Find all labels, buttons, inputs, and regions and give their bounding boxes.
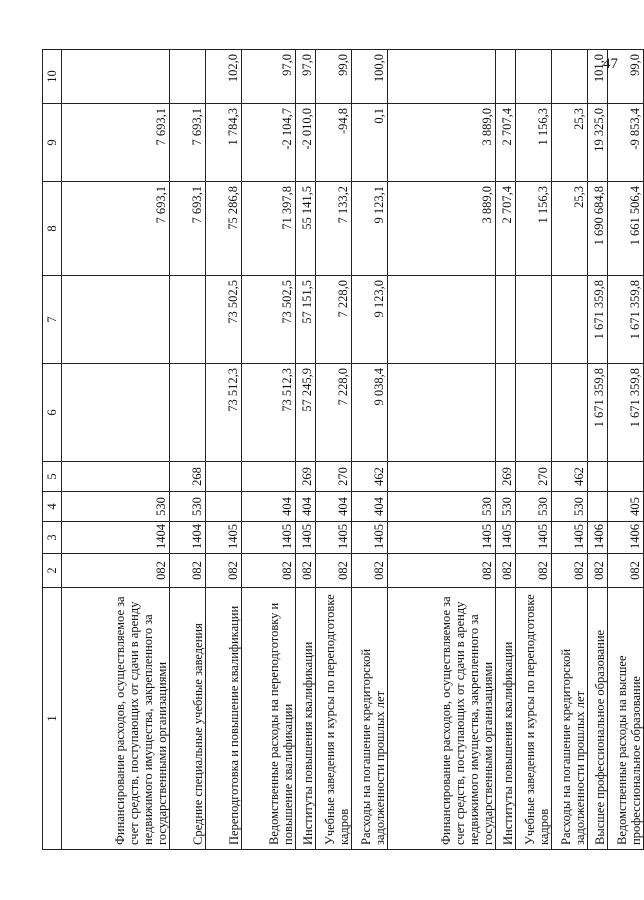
- cell-col-3: 1405: [388, 522, 496, 554]
- cell-col-9: -2 104,7: [242, 104, 296, 182]
- cell-col-5: [388, 462, 496, 492]
- cell-col-9: 2 707,4: [496, 104, 516, 182]
- cell-col-10: [388, 50, 496, 104]
- table-row: [316, 50, 352, 850]
- cell-col-10: [552, 50, 588, 104]
- cell-col-10: 101,0: [588, 50, 608, 104]
- row-name: Средние специальные учебные заведения: [170, 588, 206, 850]
- table-row: [588, 50, 608, 850]
- row-name: Учебные заведения и курсы по переподготовке кадров: [516, 588, 552, 850]
- cell-col-3: 1406: [608, 522, 644, 554]
- cell-col-9: -94,8: [316, 104, 352, 182]
- cell-col-10: 100,0: [352, 50, 388, 104]
- column-header-9: 9: [43, 104, 62, 182]
- cell-col-4: [206, 492, 242, 522]
- cell-col-4: 404: [352, 492, 388, 522]
- cell-col-4: 404: [316, 492, 352, 522]
- table-row: [516, 50, 552, 850]
- cell-col-2: 082: [608, 554, 644, 588]
- cell-col-10: [170, 50, 206, 104]
- cell-col-5: 269: [496, 462, 516, 492]
- cell-col-3: 1405: [316, 522, 352, 554]
- column-header-4: 4: [43, 492, 62, 522]
- cell-col-3: 1405: [352, 522, 388, 554]
- row-name: Расходы на погашение кредиторской задолженности прошлых лет: [552, 588, 588, 850]
- cell-col-9: -9 853,4: [608, 104, 644, 182]
- cell-col-7: [170, 276, 206, 364]
- cell-col-4: 530: [516, 492, 552, 522]
- table-row: [608, 50, 644, 850]
- cell-col-4: 530: [170, 492, 206, 522]
- cell-col-6: 57 245,9: [296, 364, 316, 462]
- cell-col-8: 75 286,8: [206, 182, 242, 276]
- cell-col-7: 7 228,0: [316, 276, 352, 364]
- cell-col-7: [516, 276, 552, 364]
- cell-col-7: [552, 276, 588, 364]
- cell-col-2: 082: [206, 554, 242, 588]
- row-name: Высшее профессиональное образование: [588, 588, 608, 850]
- cell-col-10: 102,0: [206, 50, 242, 104]
- cell-col-3: 1405: [296, 522, 316, 554]
- cell-col-5: [62, 462, 170, 492]
- cell-col-2: 082: [352, 554, 388, 588]
- row-name: Ведомственные расходы на переподготовку и повышение квалификации: [242, 588, 296, 850]
- cell-col-2: 082: [62, 554, 170, 588]
- cell-col-7: [388, 276, 496, 364]
- cell-col-2: 082: [588, 554, 608, 588]
- column-header-8: 8: [43, 182, 62, 276]
- cell-col-10: [62, 50, 170, 104]
- cell-col-4: 404: [296, 492, 316, 522]
- row-name: Финансирование расходов, осуществляемое за счет средств, поступающих от сдачи в аренду недвижимого имущества, закрепленного за государственными организациями: [62, 588, 170, 850]
- cell-col-8: 1 156,3: [516, 182, 552, 276]
- cell-col-7: 1 671 359,8: [608, 276, 644, 364]
- table-row: [496, 50, 516, 850]
- row-name: Институты повышения квалификации: [296, 588, 316, 850]
- cell-col-2: 082: [296, 554, 316, 588]
- cell-col-5: [588, 462, 608, 492]
- cell-col-3: 1404: [170, 522, 206, 554]
- table-row: [388, 50, 496, 850]
- cell-col-5: 270: [516, 462, 552, 492]
- cell-col-10: 97,0: [242, 50, 296, 104]
- cell-col-7: 1 671 359,8: [588, 276, 608, 364]
- cell-col-3: 1405: [206, 522, 242, 554]
- cell-col-2: 082: [388, 554, 496, 588]
- cell-col-6: [516, 364, 552, 462]
- row-name: Ведомственные расходы на высшее профессиональное образование: [608, 588, 644, 850]
- cell-col-3: 1405: [242, 522, 296, 554]
- cell-col-6: 1 671 359,8: [608, 364, 644, 462]
- cell-col-8: 3 889,0: [388, 182, 496, 276]
- cell-col-10: [496, 50, 516, 104]
- cell-col-4: 405: [608, 492, 644, 522]
- row-name: Переподготовка и повышение квалификации: [206, 588, 242, 850]
- budget-table: [42, 49, 644, 850]
- cell-col-7: 57 151,5: [296, 276, 316, 364]
- cell-col-3: 1405: [496, 522, 516, 554]
- cell-col-4: 530: [62, 492, 170, 522]
- cell-col-5: [242, 462, 296, 492]
- cell-col-9: 0,1: [352, 104, 388, 182]
- table-row: [352, 50, 388, 850]
- cell-col-10: 99,0: [316, 50, 352, 104]
- cell-col-4: 530: [496, 492, 516, 522]
- cell-col-9: 3 889,0: [388, 104, 496, 182]
- cell-col-6: 9 038,4: [352, 364, 388, 462]
- column-header-10: 10: [43, 50, 62, 104]
- cell-col-8: 7 133,2: [316, 182, 352, 276]
- cell-col-3: 1404: [62, 522, 170, 554]
- table-row: [296, 50, 316, 850]
- row-name: Институты повышения квалификации: [496, 588, 516, 850]
- cell-col-7: 73 502,5: [242, 276, 296, 364]
- cell-col-8: 9 123,1: [352, 182, 388, 276]
- cell-col-7: 73 502,5: [206, 276, 242, 364]
- table-row: [242, 50, 296, 850]
- table-row: [552, 50, 588, 850]
- row-name: Учебные заведения и курсы по переподготовке кадров: [316, 588, 352, 850]
- column-header-5: 5: [43, 462, 62, 492]
- cell-col-3: 1405: [516, 522, 552, 554]
- cell-col-5: [206, 462, 242, 492]
- cell-col-4: 530: [388, 492, 496, 522]
- table-body: [62, 50, 644, 850]
- cell-col-10: 97,0: [296, 50, 316, 104]
- row-name: Расходы на погашение кредиторской задолженности прошлых лет: [352, 588, 388, 850]
- cell-col-9: 7 693,1: [62, 104, 170, 182]
- cell-col-2: 082: [496, 554, 516, 588]
- cell-col-2: 082: [242, 554, 296, 588]
- cell-col-2: 082: [552, 554, 588, 588]
- cell-col-8: 1 661 506,4: [608, 182, 644, 276]
- cell-col-4: [588, 492, 608, 522]
- column-header-1: 1: [43, 588, 62, 850]
- cell-col-5: 462: [352, 462, 388, 492]
- cell-col-9: 1 784,3: [206, 104, 242, 182]
- cell-col-10: 99,0: [608, 50, 644, 104]
- column-number-row: [43, 50, 62, 850]
- page-number: 47: [603, 56, 618, 72]
- cell-col-10: [516, 50, 552, 104]
- table-row: [170, 50, 206, 850]
- cell-col-6: 7 228,0: [316, 364, 352, 462]
- cell-col-9: 1 156,3: [516, 104, 552, 182]
- cell-col-6: [496, 364, 516, 462]
- cell-col-9: 19 325,0: [588, 104, 608, 182]
- cell-col-4: 530: [552, 492, 588, 522]
- cell-col-7: [62, 276, 170, 364]
- cell-col-8: 7 693,1: [170, 182, 206, 276]
- cell-col-4: 404: [242, 492, 296, 522]
- table-row: [62, 50, 170, 850]
- cell-col-6: [170, 364, 206, 462]
- column-header-3: 3: [43, 522, 62, 554]
- column-header-2: 2: [43, 554, 62, 588]
- cell-col-9: 25,3: [552, 104, 588, 182]
- cell-col-6: [388, 364, 496, 462]
- cell-col-2: 082: [170, 554, 206, 588]
- cell-col-5: 268: [170, 462, 206, 492]
- cell-col-5: 270: [316, 462, 352, 492]
- column-header-6: 6: [43, 364, 62, 462]
- cell-col-5: [608, 462, 644, 492]
- cell-col-2: 082: [516, 554, 552, 588]
- cell-col-6: 1 671 359,8: [588, 364, 608, 462]
- cell-col-8: 2 707,4: [496, 182, 516, 276]
- row-name: Финансирование расходов, осуществляемое за счет средств, поступающих от сдачи в аренду недвижимого имущества, закрепленного за государственными организациями: [388, 588, 496, 850]
- cell-col-6: [552, 364, 588, 462]
- cell-col-7: 9 123,0: [352, 276, 388, 364]
- cell-col-9: 7 693,1: [170, 104, 206, 182]
- cell-col-3: 1406: [588, 522, 608, 554]
- cell-col-5: 269: [296, 462, 316, 492]
- cell-col-8: 71 397,8: [242, 182, 296, 276]
- column-header-7: 7: [43, 276, 62, 364]
- cell-col-8: 55 141,5: [296, 182, 316, 276]
- cell-col-6: 73 512,3: [206, 364, 242, 462]
- cell-col-5: 462: [552, 462, 588, 492]
- cell-col-7: [496, 276, 516, 364]
- cell-col-8: 7 693,1: [62, 182, 170, 276]
- cell-col-9: -2 010,0: [296, 104, 316, 182]
- cell-col-8: 25,3: [552, 182, 588, 276]
- cell-col-6: [62, 364, 170, 462]
- budget-table-rotated: [42, 50, 643, 850]
- cell-col-2: 082: [316, 554, 352, 588]
- cell-col-6: 73 512,3: [242, 364, 296, 462]
- table-row: [206, 50, 242, 850]
- cell-col-8: 1 690 684,8: [588, 182, 608, 276]
- cell-col-3: 1405: [552, 522, 588, 554]
